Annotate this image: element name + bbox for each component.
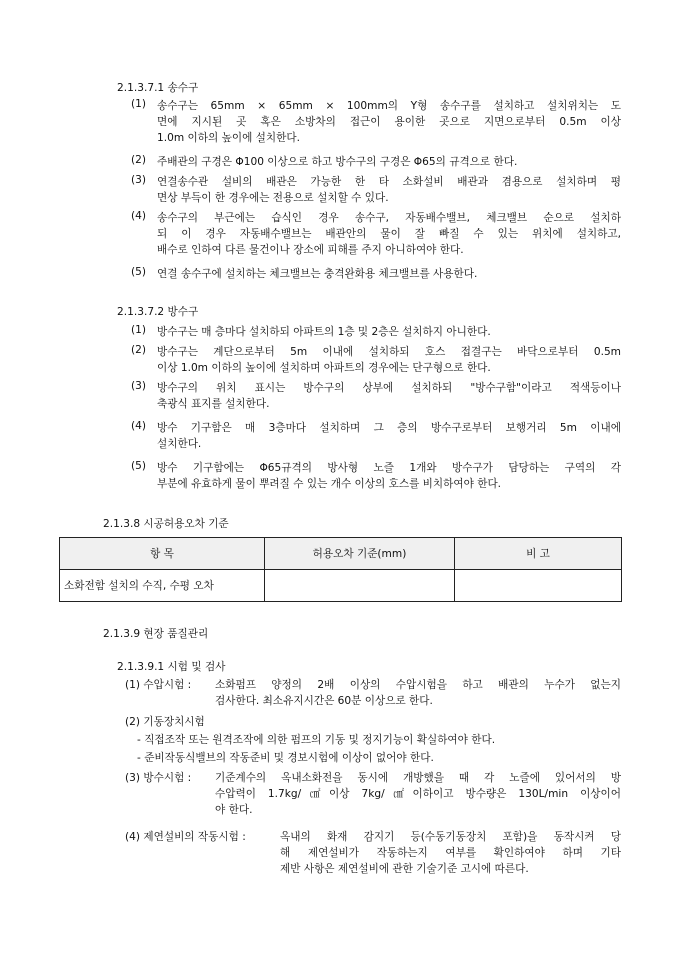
test-item-pressure [125,677,621,711]
text-line: 송수구는 65mm × 65mm × 100mm의 Y형 송수구를 설치하고 설치위치는 도 [157,100,621,112]
text-line: 축광식 표지를 설치한다. [157,398,270,410]
list-item [131,98,621,148]
bullet-item: - 직접조작 또는 원격조작에 의한 펌프의 기동 및 정지기능이 확실하여야 한다. [137,734,496,746]
item-number: (5) [131,266,147,278]
text-line: 옥내의 화재 감지기 등(수동기동장치 포함)을 동작시켜 당 [280,831,621,843]
tolerance-table [59,537,622,602]
text-line: 방수 기구함은 매 3층마다 설치하며 그 층의 방수구로부터 보행거리 5m 이내에 [157,422,621,434]
text-line: 되 이 경우 자동배수밸브는 배관안의 물이 잘 빠질 수 있는 위치에 설치하고, [157,228,621,240]
text-line: 제반 사항은 제연설비에 관한 기술기준 고시에 따른다. [280,863,529,875]
text-line: 야 한다. [215,804,253,816]
section-heading-hose-inlet: 2.1.3.7.1 송수구 [117,82,199,94]
item-label: (1) 수압시험 : [125,679,192,691]
test-item-smoke-control [125,829,621,879]
bullet-item: - 준비작동식밸브의 작동준비 및 경보시험에 이상이 없어야 한다. [137,752,434,764]
text-line: 연결 송수구에 설치하는 체크밸브는 충격완화용 체크밸브를 사용한다. [157,268,478,280]
text-line: 해 제연설비가 작동하는지 여부를 확인하여야 하며 기타 [280,847,621,859]
text-line: 방수구의 위치 표시는 방수구의 상부에 설치하되 "방수구함"이라고 적색등이나 [157,382,621,394]
item-label: (3) 방수시험 : [125,772,192,784]
column-header-item: 항 목 [60,538,265,570]
item-number: (3) [131,380,147,392]
text-line: 방수구는 계단으로부터 5m 이내에 설치하되 호스 접결구는 바닥으로부터 0.5m [157,346,621,358]
text-line: 수압력이 1.7kg/㎠이상 7kg/㎠이하이고 방수량은 130L/min 이상이어 [215,788,621,800]
text-line: 부분에 유효하게 물이 뿌려질 수 있는 개수 이상의 호스를 비치하여야 한다. [157,478,502,490]
list-item [131,266,621,282]
text-line: 연결송수관 설비의 배관은 가능한 한 타 소화설비 배관과 겸용으로 설치하며 평 [157,176,621,188]
section-heading-quality: 2.1.3.9 현장 품질관리 [103,628,209,640]
test-item-starter: (2) 기동장치시험 [125,716,205,728]
column-header-remarks: 비 고 [455,538,622,570]
table-cell: 소화전함 설치의 수직, 수평 오차 [60,570,265,602]
item-number: (1) [131,324,147,336]
item-label: (4) 제연설비의 작동시험 : [125,831,246,843]
text-line: 주배관의 구경은 Φ100 이상으로 하고 방수구의 구경은 Φ65의 규격으로 한다. [157,156,518,168]
item-number: (2) [131,154,147,166]
subsection-heading-tests: 2.1.3.9.1 시험 및 검사 [117,661,226,673]
list-item [131,210,621,260]
test-item-discharge [125,770,621,820]
list-item [131,324,621,340]
text-line: 방수구는 매 층마다 설치하되 아파트의 1층 및 2층은 설치하지 아니한다. [157,326,491,338]
item-number: (4) [131,210,147,222]
list-item [131,460,621,494]
item-number: (5) [131,460,147,472]
text-line: 소화펌프 양정의 2배 이상의 수압시험을 하고 배관의 누수가 없는지 [215,679,621,691]
list-item [131,420,621,454]
section-heading-tolerance: 2.1.3.8 시공허용오차 기준 [103,518,229,530]
table-cell [455,570,622,602]
table-header-row [60,538,622,570]
text-line: 배수로 인하여 다른 물건이나 장소에 피해를 주지 아니하여야 한다. [157,244,464,256]
text-line: 이상 1.0m 이하의 높이에 설치하며 아파트의 경우에는 단구형으로 한다. [157,362,491,374]
item-number: (3) [131,174,147,186]
item-number: (1) [131,98,147,110]
list-item [131,344,621,378]
text-line: 설치한다. [157,438,202,450]
list-item [131,380,621,414]
text-line: 방수 기구함에는 Φ65규격의 방사형 노즐 1개와 방수구가 담당하는 구역의 각 [157,462,621,474]
list-item [131,174,621,208]
list-item [131,154,621,170]
text-line: 면상 부득이 한 경우에는 전용으로 설치할 수 있다. [157,192,389,204]
section-heading-outlet: 2.1.3.7.2 방수구 [117,306,199,318]
text-line: 송수구의 부근에는 습식인 경우 송수구, 자동배수밸브, 체크밸브 순으로 설치하 [157,212,621,224]
table-row [60,570,622,602]
text-line: 기준계수의 옥내소화전을 동시에 개방했을 때 각 노즐에 있어서의 방 [215,772,621,784]
text-line: 검사한다. 최소유지시간은 60분 이상으로 한다. [215,695,433,707]
text-line: 면에 지시된 곳 혹은 소방차의 접근이 용이한 곳으로 지면으로부터 0.5m 이상 [157,116,621,128]
column-header-tolerance: 허용오차 기준(mm) [265,538,455,570]
text-line: 1.0m 이하의 높이에 설치한다. [157,132,300,144]
table-cell [265,570,455,602]
item-number: (4) [131,420,147,432]
item-number: (2) [131,344,147,356]
